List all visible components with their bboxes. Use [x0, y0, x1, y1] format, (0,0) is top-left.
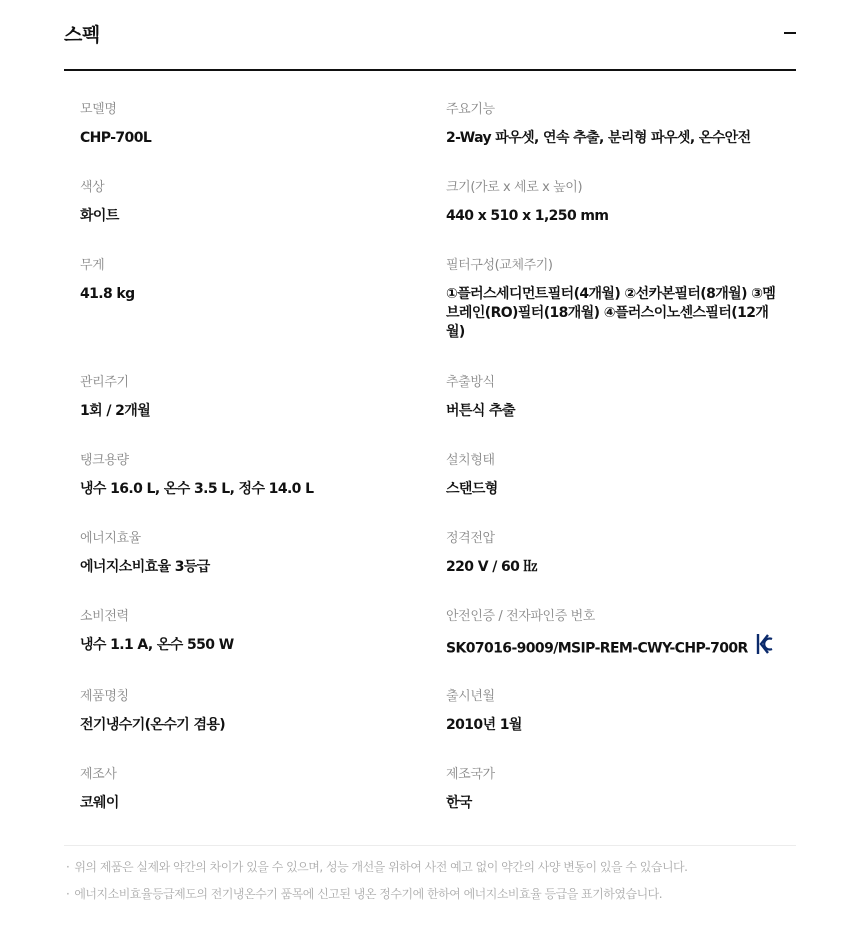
- spec-value: 41.8 kg: [80, 286, 135, 302]
- spec-label: 필터구성(교체주기): [446, 258, 553, 273]
- spec-value: 스탠드형: [446, 481, 498, 497]
- spec-value: CHP-700L: [80, 130, 152, 146]
- spec-label: 추출방식: [446, 375, 495, 390]
- spec-value: 전기냉수기(온수기 겸용): [80, 717, 226, 733]
- spec-item-release-date: [446, 689, 796, 735]
- spec-value: ①플러스세디먼트필터(4개월) ②선카본필터(8개월) ③멤브레인(RO)필터(18개월) ④플러스이노센스필터(12개월): [446, 286, 776, 340]
- spec-value: 에너지소비효율 3등급: [80, 559, 210, 575]
- spec-label: 색상: [80, 180, 105, 195]
- spec-value: 1회 / 2개월: [80, 403, 151, 419]
- spec-value: 220 V / 60 ㎐: [446, 559, 537, 575]
- spec-label: 출시년월: [446, 689, 495, 704]
- spec-label: 소비전력: [80, 609, 129, 624]
- spec-label: 제조사: [80, 767, 117, 782]
- spec-value: 냉수 1.1 A, 온수 550 W: [80, 637, 234, 653]
- spec-value: 코웨이: [80, 795, 119, 811]
- spec-item-features: [446, 102, 796, 148]
- spec-value: SK07016-9009/MSIP-REM-CWY-CHP-700R: [446, 640, 748, 657]
- spec-label: 안전인증 / 전자파인증 번호: [446, 609, 595, 624]
- spec-item-filter: [446, 258, 781, 342]
- spec-label: 탱크용량: [80, 453, 129, 468]
- spec-value: 냉수 16.0 L, 온수 3.5 L, 정수 14.0 L: [80, 481, 314, 497]
- spec-label: 제조국가: [446, 767, 495, 782]
- spec-label: 제품명칭: [80, 689, 129, 704]
- spec-label: 모델명: [80, 102, 117, 117]
- spec-section-header[interactable]: [64, 0, 796, 71]
- spec-item-voltage: [446, 531, 796, 577]
- spec-label: 무게: [80, 258, 105, 273]
- spec-value: 2010년 1월: [446, 717, 522, 733]
- spec-item-product-name: [80, 689, 430, 735]
- kc-certification-mark-icon: [756, 633, 774, 661]
- spec-label: 에너지효율: [80, 531, 141, 546]
- spec-label: 정격전압: [446, 531, 495, 546]
- spec-item-size: [446, 180, 796, 226]
- spec-value: 한국: [446, 795, 472, 811]
- spec-item-tank: [80, 453, 430, 499]
- notes-list: [66, 858, 796, 912]
- spec-item-dispense: [446, 375, 796, 421]
- spec-value: 화이트: [80, 208, 119, 224]
- spec-label: 설치형태: [446, 453, 495, 468]
- spec-label: 관리주기: [80, 375, 129, 390]
- section-title: 스펙: [64, 24, 100, 46]
- spec-item-energy: [80, 531, 430, 577]
- spec-item-country: [446, 767, 796, 813]
- spec-item-color: [80, 180, 430, 226]
- spec-item-install: [446, 453, 796, 499]
- note-item: · 에너지소비효율등급제도의 전기냉온수기 품목에 신고된 냉온 정수기에 한하여 에너지소비효율 등급을 표기하였습니다.: [66, 885, 796, 903]
- spec-item-model: [80, 102, 430, 148]
- spec-item-maintenance: [80, 375, 430, 421]
- spec-item-manufacturer: [80, 767, 430, 813]
- collapse-minus-icon[interactable]: [784, 22, 796, 42]
- spec-item-certification: [446, 609, 786, 661]
- spec-label: 크기(가로 x 세로 x 높이): [446, 180, 583, 195]
- spec-value: 버튼식 추출: [446, 403, 515, 419]
- spec-item-weight: [80, 258, 430, 304]
- note-item: · 위의 제품은 실제와 약간의 차이가 있을 수 있으며, 성능 개선을 위하여 사전 예고 없이 약간의 사양 변동이 있을 수 있습니다.: [66, 858, 796, 876]
- notes-divider: [64, 845, 796, 846]
- spec-value-row: [446, 636, 786, 661]
- spec-item-power: [80, 609, 430, 655]
- spec-value: 2-Way 파우셋, 연속 추출, 분리형 파우셋, 온수안전: [446, 130, 751, 146]
- spec-label: 주요기능: [446, 102, 495, 117]
- spec-value: 440 x 510 x 1,250 mm: [446, 208, 609, 224]
